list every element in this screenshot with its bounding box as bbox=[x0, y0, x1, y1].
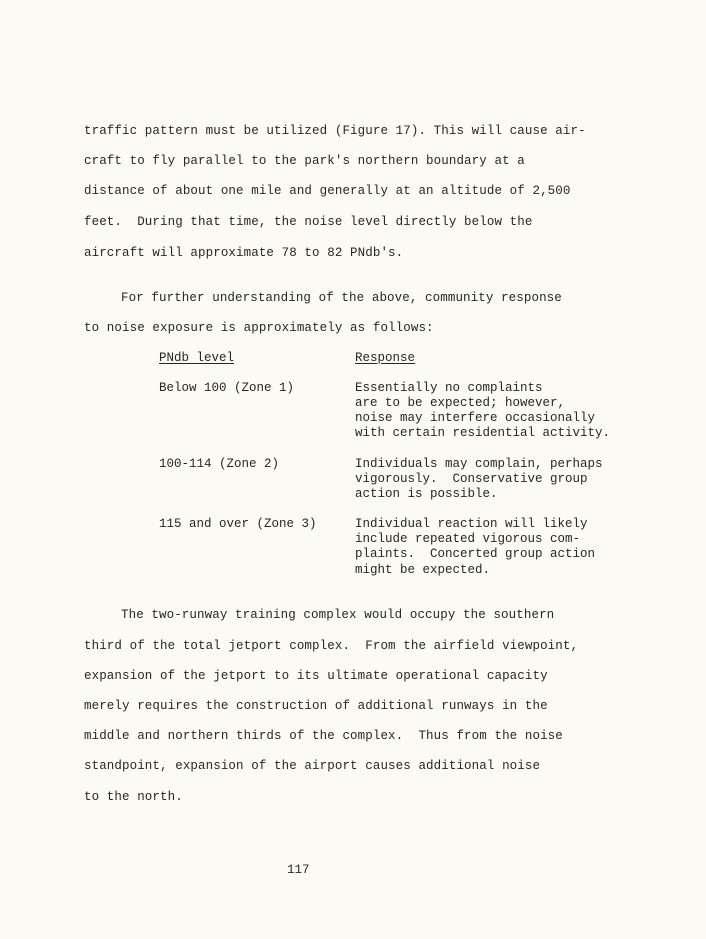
paragraph-line: merely requires the construction of additional runways in the bbox=[84, 699, 548, 713]
paragraph-line: standpoint, expansion of the airport causes additional noise bbox=[84, 759, 541, 773]
paragraph-line: The two-runway training complex would occupy the southern bbox=[121, 608, 555, 622]
table-cell-response-line: are to be expected; however, bbox=[355, 396, 566, 410]
table-cell-response-line: Essentially no complaints bbox=[355, 381, 543, 395]
table-cell-response-line: action is possible. bbox=[355, 487, 498, 501]
paragraph-line: aircraft will approximate 78 to 82 PNdb's. bbox=[84, 246, 404, 260]
table-cell-response-line: noise may interfere occasionally bbox=[355, 411, 596, 425]
table-cell-level: 100-114 (Zone 2) bbox=[159, 457, 280, 471]
table-cell-response-line: plaints. Concerted group action bbox=[355, 547, 596, 561]
table-cell-response-line: Individuals may complain, perhaps bbox=[355, 457, 603, 471]
table-cell-level: Below 100 (Zone 1) bbox=[159, 381, 295, 395]
table-header-response: Response bbox=[355, 351, 416, 365]
paragraph-line: middle and northern thirds of the complex. Thus from the noise bbox=[84, 729, 563, 743]
paragraph-line: expansion of the jetport to its ultimate operational capacity bbox=[84, 669, 548, 683]
table-cell-response-line: with certain residential activity. bbox=[355, 426, 611, 440]
paragraph-line: traffic pattern must be utilized (Figure 17). This will cause air- bbox=[84, 124, 586, 138]
paragraph-line: to the north. bbox=[84, 790, 183, 804]
table-cell-level: 115 and over (Zone 3) bbox=[159, 517, 317, 531]
table-cell-response-line: Individual reaction will likely bbox=[355, 517, 588, 531]
paragraph-line: to noise exposure is approximately as follows: bbox=[84, 321, 434, 335]
paragraph-line: third of the total jetport complex. From the airfield viewpoint, bbox=[84, 639, 579, 653]
table-cell-response-line: vigorously. Conservative group bbox=[355, 472, 588, 486]
table-cell-response-line: include repeated vigorous com- bbox=[355, 532, 581, 546]
table-cell-response-line: might be expected. bbox=[355, 563, 491, 577]
table-header-level: PNdb level bbox=[159, 351, 235, 365]
paragraph-line: For further understanding of the above, community response bbox=[121, 291, 562, 305]
paragraph-line: distance of about one mile and generally at an altitude of 2,500 bbox=[84, 184, 571, 198]
paragraph-line: craft to fly parallel to the park's northern boundary at a bbox=[84, 154, 525, 168]
paragraph-line: feet. During that time, the noise level directly below the bbox=[84, 215, 533, 229]
page-number: 117 bbox=[287, 863, 310, 877]
